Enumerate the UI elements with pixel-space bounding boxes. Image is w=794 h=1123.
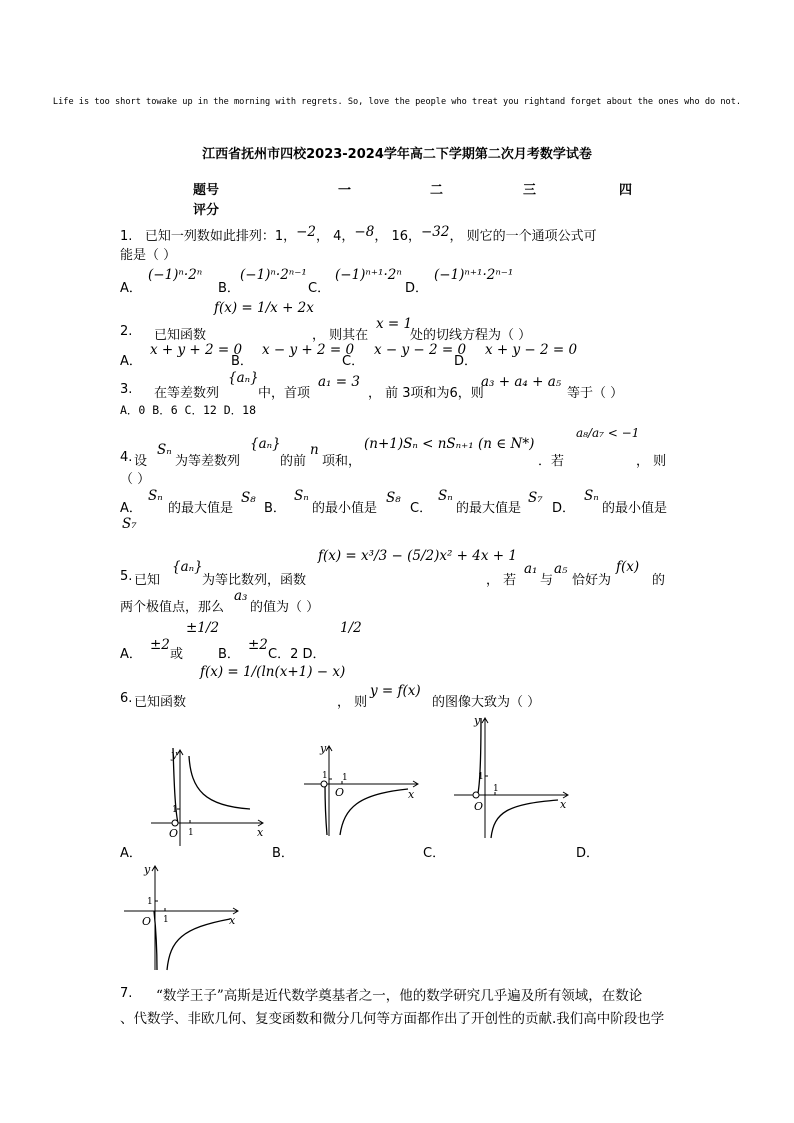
q1-term-6: −32 — [421, 224, 450, 240]
q1-number: 1. — [120, 229, 133, 244]
graph-b-x-label: x — [408, 788, 415, 801]
q4-text-a: 设 — [134, 454, 148, 469]
q6-text-c: 的图像大致为（ ） — [432, 695, 541, 710]
q3-text-a: 在等差数列 — [154, 386, 220, 401]
q2-point: x = 1 — [376, 316, 413, 332]
q5-sequence: {aₙ} — [172, 559, 203, 575]
q4-option-b: B． — [264, 501, 286, 516]
q5-option-cd: C．2 D． — [268, 647, 326, 662]
q5-text-a: 已知 — [134, 573, 161, 588]
q2-option-a: A． — [120, 354, 142, 369]
q4-n: n — [310, 442, 319, 458]
q2-text-c: 处的切线方程为（ ） — [410, 328, 532, 343]
graph-d — [120, 860, 245, 972]
graph-d-origin: O — [142, 915, 152, 928]
q4-option-d: D． — [552, 501, 576, 516]
q1-option-d: D． — [405, 281, 429, 296]
q3-text-d: 等于（ ） — [567, 386, 624, 401]
q1-option-c: C． — [308, 281, 331, 296]
q1-text-a: 已知一列数如此排列：1， — [144, 229, 297, 244]
q3-number: 3. — [120, 382, 133, 397]
graph-a-y-one: 1 — [172, 805, 178, 815]
q5-pm-half: ±1/2 — [186, 620, 220, 636]
score-header-part2: 二 — [430, 183, 444, 198]
q4-sequence: {aₙ} — [250, 436, 281, 452]
graph-b-y-one: 1 — [322, 771, 328, 781]
graph-c-x-label: x — [560, 798, 567, 811]
graph-d-x-label: x — [229, 914, 236, 927]
q5-a3: a₃ — [234, 588, 248, 604]
q4-option-a-text: 的最大值是 — [168, 501, 234, 516]
q2-expr-c: x − y − 2 = 0 — [374, 342, 467, 358]
q5-option-b: B． — [218, 647, 240, 662]
graph-a — [145, 740, 270, 850]
q7-line-1: “数学王子”高斯是近代数学奠基者之一，他的数学研究几乎遍及所有领域，在数论 — [156, 988, 643, 1004]
q4-text-b: 为等差数列 — [175, 454, 241, 469]
q4-option-d-text: 的最小值是 — [602, 501, 668, 516]
q1-text-b: ， 则它的一个通项公式可 — [449, 229, 597, 244]
graph-b-origin: O — [335, 786, 345, 799]
q2-text-a: 已知函数 — [154, 328, 207, 343]
q4-option-c-s7: S₇ — [528, 490, 543, 506]
graph-b-x-one: 1 — [342, 773, 348, 783]
graph-d-y-one: 1 — [147, 897, 153, 907]
q4-ratio: a₈/a₇ < −1 — [576, 426, 640, 440]
q2-option-c: C． — [342, 354, 365, 369]
q4-option-d-sn: Sₙ — [584, 488, 599, 504]
q6-function: f(x) = 1/(ln(x+1) − x) — [200, 664, 346, 680]
graph-b-y-label: y — [320, 742, 327, 755]
q3-options: A．0 B．6 C．12 D．18 — [120, 403, 257, 417]
q2-option-d: D． — [454, 354, 478, 369]
q5-option-a: A． — [120, 647, 142, 662]
q5-text-g: 两个极值点，那么 — [120, 600, 225, 615]
q1-term-4: −8 — [354, 224, 375, 240]
q4-option-b-s8: S₈ — [386, 490, 401, 506]
q5-fx: f(x) — [616, 559, 640, 575]
q4-text-f: ， 则 — [636, 454, 667, 469]
motto-text: Life is too short towake up in the morning with regrets. So, love the people who treat you rightand forget about the ones who do not. — [52, 97, 742, 107]
q5-pm2-a: ±2 — [150, 637, 170, 653]
q3-sum-expr: a₃ + a₄ + a₅ — [481, 374, 562, 390]
q1-sep-1: ， 4， — [316, 229, 355, 244]
q1-option-a: A． — [120, 281, 142, 296]
graph-a-x-label: x — [257, 826, 264, 839]
q6-option-a: A． — [120, 846, 142, 861]
q1-text-c: 能是（ ） — [120, 248, 177, 263]
q4-number: 4. — [120, 450, 133, 465]
q5-a5: a₅ — [554, 561, 568, 577]
q1-expr-b: (−1)ⁿ·2ⁿ⁻¹ — [240, 267, 307, 283]
q4-sn: Sₙ — [157, 442, 172, 458]
q4-text-d: 项和， — [322, 454, 362, 469]
score-header-part1: 一 — [338, 183, 352, 198]
q7-line-2: 、代数学、非欧几何、复变函数和微分几何等方面都作出了开创性的贡献.我们高中阶段也学 — [120, 1011, 665, 1027]
q2-expr-b: x − y + 2 = 0 — [262, 342, 355, 358]
q5-text-b: 为等比数列，函数 — [202, 573, 307, 588]
q4-option-b-sn: Sₙ — [294, 488, 309, 504]
q5-pm2-b: ±2 — [248, 637, 268, 653]
score-header-label: 题号 — [193, 183, 220, 198]
q6-number: 6. — [120, 691, 133, 706]
graph-a-y-label: y — [171, 748, 178, 761]
q5-a1: a₁ — [524, 561, 538, 577]
q3-text-b: 中，首项 — [258, 386, 311, 401]
graph-d-x-one: 1 — [163, 915, 169, 925]
graph-a-x-one: 1 — [188, 828, 194, 838]
q7-number: 7. — [120, 986, 133, 1001]
q4-text-g: （ ） — [120, 472, 151, 487]
q6-text-a: 已知函数 — [134, 695, 187, 710]
q4-option-a-sn: Sₙ — [148, 488, 163, 504]
q5-half: 1/2 — [340, 620, 362, 636]
q1-option-b: B． — [218, 281, 240, 296]
score-header-part3: 三 — [523, 183, 537, 198]
q4-condition: (n+1)Sₙ < nSₙ₊₁ (n ∈ N*) — [364, 436, 535, 452]
q2-expr-a: x + y + 2 = 0 — [150, 342, 243, 358]
score-header-part4: 四 — [619, 183, 633, 198]
score-row-label: 评分 — [193, 203, 220, 218]
q5-text-d: 与 — [540, 573, 554, 588]
graph-a-origin: O — [169, 827, 179, 840]
q5-text-h: 的值为（ ） — [250, 600, 320, 615]
graph-b — [300, 738, 425, 838]
q6-option-c: C． — [423, 846, 446, 861]
q1-expr-a: (−1)ⁿ·2ⁿ — [148, 267, 203, 283]
q2-function: f(x) = 1/x + 2x — [214, 300, 314, 316]
graph-c-origin: O — [474, 800, 484, 813]
graph-d-y-label: y — [144, 863, 151, 876]
q4-option-d-s7: S₇ — [122, 516, 137, 532]
q1-expr-c: (−1)ⁿ⁺¹·2ⁿ — [335, 267, 402, 283]
graph-c — [450, 712, 575, 842]
q5-text-e: 恰好为 — [572, 573, 612, 588]
q3-text-c: ， 前 3项和为6，则 — [368, 386, 484, 401]
q5-function: f(x) = x³/3 − (5/2)x² + 4x + 1 — [318, 548, 517, 564]
q2-number: 2. — [120, 324, 133, 339]
q1-term-2: −2 — [296, 224, 316, 240]
q6-text-b: ， 则 — [337, 695, 368, 710]
q5-text-f: 的 — [652, 573, 666, 588]
graph-c-y-label: y — [474, 714, 481, 727]
q3-sequence: {aₙ} — [228, 370, 259, 386]
q5-number: 5. — [120, 569, 133, 584]
q2-option-b: B． — [231, 354, 253, 369]
q6-option-b: B． — [272, 846, 294, 861]
q5-or: 或 — [170, 647, 184, 662]
q6-yfx: y = f(x) — [370, 683, 421, 699]
q4-text-e: ．若 — [538, 454, 565, 469]
q4-text-c: 的前 — [280, 454, 307, 469]
q4-option-c-text: 的最大值是 — [456, 501, 522, 516]
q4-option-a-s8: S₈ — [241, 490, 256, 506]
q4-option-c: C． — [410, 501, 433, 516]
q4-option-b-text: 的最小值是 — [312, 501, 378, 516]
q2-text-b: ， 则其在 — [312, 328, 369, 343]
q4-option-c-sn: Sₙ — [438, 488, 453, 504]
graph-c-y-one: 1 — [478, 772, 484, 782]
q4-option-a: A． — [120, 501, 142, 516]
q1-sep-2: ， 16， — [374, 229, 421, 244]
q2-expr-d: x + y − 2 = 0 — [485, 342, 578, 358]
q6-option-d: D． — [576, 846, 600, 861]
graph-c-x-one: 1 — [493, 784, 499, 794]
q5-text-c: ， 若 — [486, 573, 517, 588]
q1-expr-d: (−1)ⁿ⁺¹·2ⁿ⁻¹ — [434, 267, 514, 283]
page-title: 江西省抚州市四校2023-2024学年高二下学期第二次月考数学试卷 — [202, 147, 592, 162]
q3-first-term: a₁ = 3 — [318, 374, 360, 390]
